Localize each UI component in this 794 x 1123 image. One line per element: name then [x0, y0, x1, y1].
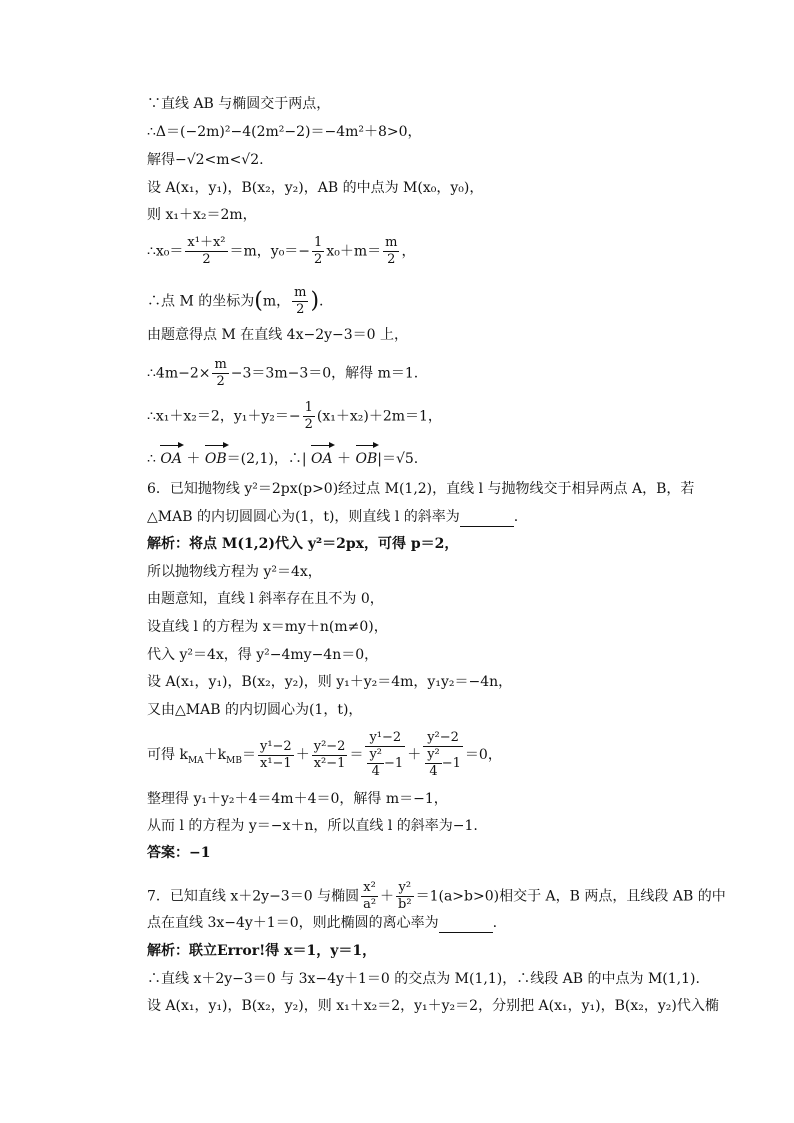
fraction: [396, 880, 414, 913]
denominator: 2: [202, 252, 211, 267]
fraction: [423, 730, 463, 780]
solution-line: 解析：联立Error!得 x＝1，y＝1，: [147, 943, 377, 959]
fraction: [361, 880, 378, 913]
text-fragment: (x₁＋x₂)＋2m＝1，: [316, 408, 442, 425]
text-fragment: △MAB 的内切圆圆心为(1，t)，则直线 l 的斜率为: [147, 509, 460, 525]
text-fragment: m，: [262, 293, 291, 310]
numerator: m: [214, 357, 227, 372]
question-7-line-1: 7．已知直线 x＋2y−3＝0 与椭圆 $\frac{\text{x²}}{\text{a²}}$ ＋ $\frac{\text{y²}}{\text{b²}}$ ＝1(a>b>0)相交于 A，B 两点，且线段 AB 的中: [147, 880, 726, 912]
formula-line: [147, 443, 694, 469]
answer-blank: [460, 512, 514, 527]
denominator: a²: [363, 897, 377, 912]
numerator: x¹＋x²: [187, 235, 226, 250]
text-fragment: ＝1(a>b>0)相交于 A，B 两点，且线段 AB 的中: [415, 888, 726, 905]
text-line: 所以抛物线方程为 y²＝4x，: [147, 564, 322, 580]
text-fragment: ，: [401, 243, 416, 260]
text-fragment: ∴x₀＝: [147, 243, 184, 260]
denominator: [365, 747, 405, 780]
denominator: 4: [371, 764, 380, 779]
denominator: 2: [216, 374, 225, 389]
fraction: [365, 730, 405, 780]
text-line: 则 x₁＋x₂＝2m，: [147, 207, 257, 223]
text-fragment: ∴4m−2×: [147, 365, 211, 382]
paren: ): [310, 288, 320, 314]
numerator: m: [294, 285, 307, 300]
paren: (: [254, 288, 263, 314]
numerator: y¹−2: [365, 730, 405, 747]
denominator: x¹−1: [259, 755, 292, 771]
text-fragment: |＝√5.: [377, 451, 419, 467]
text-line: 从而 l 的方程为 y＝−x＋n，所以直线 l 的斜率为−1.: [147, 818, 478, 834]
fraction: [367, 747, 384, 780]
fraction: [312, 739, 348, 772]
vector-oa: OA: [160, 443, 182, 469]
denominator: 2: [314, 252, 323, 267]
question-6-line-1: 6．已知抛物线 y²＝2px(p>0)经过点 M(1,2)，直线 l 与抛物线交于相异两点 A，B，若: [147, 481, 695, 497]
subscript: MA: [187, 755, 204, 766]
text-fragment: −1: [441, 756, 461, 771]
fraction: [425, 747, 442, 780]
subscript: MB: [226, 755, 242, 766]
text-fragment: ＋: [337, 451, 352, 467]
text-line: 解得−√2<m<√2.: [147, 152, 264, 168]
text-line: 又由△MAB 的内切圆心为(1，t)，: [147, 702, 363, 718]
vector-ob: OB: [205, 443, 227, 469]
fraction: [212, 357, 228, 390]
vector-oa: OA: [311, 443, 333, 469]
text-line: 整理得 y₁＋y₂＋4＝4m＋4＝0，解得 m＝−1，: [147, 791, 448, 807]
denominator: 2: [304, 417, 313, 432]
denominator: [423, 747, 463, 780]
text-fragment: ∴x₁＋x₂＝2，y₁＋y₂＝−: [147, 408, 301, 425]
numerator: 1: [314, 235, 323, 250]
text-fragment: ∴点 M 的坐标为: [147, 293, 255, 310]
text-line: ∴直线 x＋2y−3＝0 与 3x−4y＋1＝0 的交点为 M(1,1)，∴线段 AB 的中点为 M(1,1).: [147, 971, 700, 987]
text-fragment: ＝0，: [464, 747, 502, 763]
text-line: ∴Δ＝(−2m)²−4(2m²−2)＝−4m²＋8>0，: [147, 124, 422, 140]
text-line: 由题意得点 M 在直线 4x−2y−3＝0 上，: [147, 327, 409, 343]
denominator: 2: [387, 252, 396, 267]
answer-line: 答案：−1: [147, 845, 211, 861]
solution-line: 解析：将点 M(1,2)代入 y²＝2px，可得 p＝2，: [147, 536, 459, 552]
formula-line: [147, 235, 694, 268]
denominator: 2: [296, 302, 305, 317]
formula-line: [147, 285, 694, 318]
text-fragment: .: [513, 509, 519, 525]
text-fragment: .: [319, 293, 324, 310]
fraction: [185, 235, 227, 268]
text-line: 设直线 l 的方程为 x＝my＋n(m≠0)，: [147, 619, 388, 635]
fraction: [258, 739, 294, 772]
fraction: [292, 285, 308, 318]
question-6-line-2: [147, 507, 694, 527]
numerator: y²: [369, 747, 383, 762]
vector-ob: OB: [356, 443, 378, 469]
text-fragment: ＋k: [203, 747, 227, 763]
denominator: b²: [398, 897, 412, 912]
text-fragment: −3＝3m−3＝0，解得 m＝1.: [230, 365, 419, 382]
fraction: [383, 235, 399, 268]
text-fragment: ＝(2,1)，∴|: [226, 451, 307, 467]
text-fragment: ∴: [147, 451, 156, 467]
text-line: 设 A(x₁，y₁)，B(x₂，y₂)，AB 的中点为 M(x₀，y₀)，: [147, 180, 484, 196]
text-fragment: −1: [384, 756, 404, 771]
answer-blank: [439, 918, 493, 933]
question-7-line-2: [147, 913, 694, 933]
denominator: 4: [429, 764, 438, 779]
text-line: 设 A(x₁，y₁)，B(x₂，y₂)，则 x₁＋x₂＝2，y₁＋y₂＝2，分别把 A(x₁，y₁)，B(x₂，y₂)代入椭: [147, 998, 719, 1014]
text-line: 设 A(x₁，y₁)，B(x₂，y₂)，则 y₁＋y₂＝4m，y₁y₂＝−4n，: [147, 674, 513, 690]
formula-line: 可得 $k_{MA}+k_{MB}=$ $\frac{\text{y¹−2}}{\text{x¹−1}}$ ＋ $\frac{\text{y²−2}}{\text{x²−1}}$ ＝ y¹−2 $\frac{\text{y²}}{4}$ −1 ＋ y²−2 $\frac{\text{y²}}{4}$ −1 ＝0，: [147, 730, 502, 779]
text-fragment: ＝m，y₀＝−: [229, 243, 311, 260]
fraction: [303, 400, 315, 433]
text-line: 代入 y²＝4x，得 y²−4my−4n＝0，: [147, 647, 379, 663]
formula-line: [147, 357, 694, 390]
numerator: y²−2: [313, 738, 346, 754]
text-fragment: .: [492, 915, 498, 931]
fraction: [312, 235, 324, 268]
text-fragment: ＋: [186, 451, 201, 467]
numerator: y²−2: [423, 730, 463, 747]
denominator: x²−1: [313, 755, 346, 771]
text-line: ∵直线 AB 与椭圆交于两点，: [147, 96, 331, 112]
text-fragment: x₀＋m＝: [326, 243, 382, 260]
text-fragment: 点在直线 3x−4y＋1＝0，则此椭圆的离心率为: [147, 915, 439, 931]
numerator: x²: [361, 880, 378, 897]
numerator: 1: [304, 400, 313, 415]
numerator: y²: [427, 747, 440, 762]
text-line: 由题意知，直线 l 斜率存在且不为 0，: [147, 591, 384, 607]
text-fragment: 可得 k: [147, 747, 188, 763]
formula-line: [147, 400, 694, 433]
text-fragment: 7．已知直线 x＋2y−3＝0 与椭圆: [147, 888, 360, 905]
numerator: m: [385, 235, 398, 250]
numerator: y¹−2: [259, 738, 292, 754]
numerator: y²: [396, 880, 414, 897]
